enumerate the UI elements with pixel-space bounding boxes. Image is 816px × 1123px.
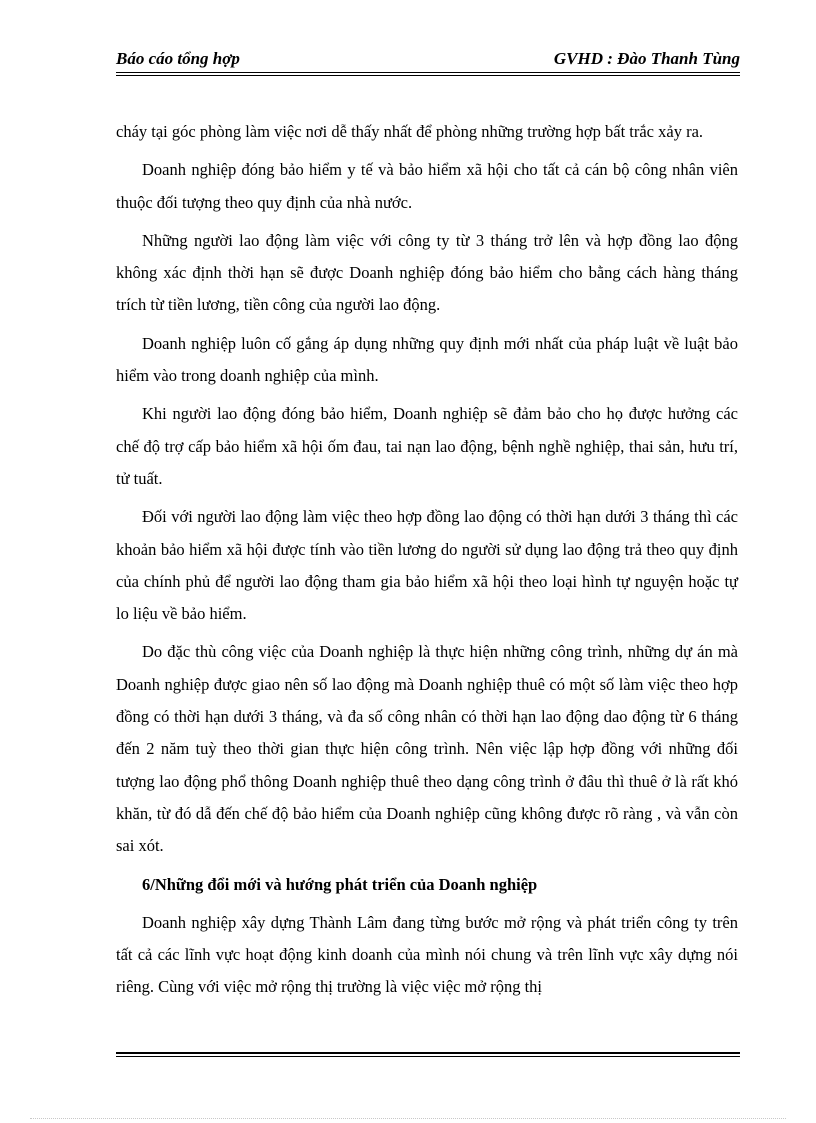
footer-divider — [116, 1052, 740, 1054]
page-header — [116, 47, 740, 73]
paragraph: Do đặc thù công việc của Doanh nghiệp là thực hiện những công trình, những dự án mà Doanh nghiệp được giao nên số lao động mà Doanh nghiệp thuê có một số làm việc theo hợp đồng có thời hạn dưới 3 tháng, và đa số công nhân có thời hạn lao động dao động từ 6 tháng đến 2 năm tuỳ theo thời gian thực hiện công trình. Nên việc lập hợp đồng với những đối tượng lao động phổ thông Doanh nghiệp thuê theo dạng công trình ở đâu thì thuê ở là rất khó khăn, từ đó dẫ đến chế độ bảo hiểm của Doanh nghiệp cũng không được rõ ràng , và vẫn còn sai xót. — [116, 642, 738, 856]
document-body — [116, 116, 738, 1010]
paragraph: Những người lao động làm việc với công ty từ 3 tháng trở lên và hợp đồng lao động không xác định thời hạn sẽ được Doanh nghiệp đóng bảo hiểm cho bằng cách hàng tháng trích từ tiền lương, tiền công của người lao động. — [116, 230, 738, 315]
paragraph: Doanh nghiệp luôn cố gắng áp dụng những quy định mới nhất của pháp luật về luật bảo hiểm vào trong doanh nghiệp của mình. — [116, 333, 738, 386]
paragraph: Khi người lao động đóng bảo hiểm, Doanh nghiệp sẽ đảm bảo cho họ được hưởng các chế độ trợ cấp bảo hiểm xã hội ốm đau, tai nạn lao động, bệnh nghề nghiệp, thai sản, hưu trí, tử tuất. — [116, 404, 738, 488]
paragraph: Đối với người lao động làm việc theo hợp đồng lao động có thời hạn dưới 3 tháng thì các khoản bảo hiểm xã hội được tính vào tiền lương do người sử dụng lao động trả theo quy định của chính phủ để người lao động tham gia bảo hiểm xã hội theo loại hình tự nguyện hoặc tự lo liệu về bảo hiểm. — [116, 507, 738, 624]
paragraph: Doanh nghiệp xây dựng Thành Lâm đang từng bước mở rộng và phát triển công ty trên tất cả các lĩnh vực hoạt động kinh doanh của mình nói chung và trên lĩnh vực xây dựng nói riêng. Cùng với việc mở rộng thị trường là việc việc mở rộng thị — [116, 912, 738, 997]
paragraph: Doanh nghiệp đóng bảo hiểm y tế và bảo hiểm xã hội cho tất cả cán bộ công nhân viên thuộc đối tượng theo quy định của nhà nước. — [116, 160, 738, 212]
page-edge — [30, 1118, 786, 1119]
footer-divider-thin — [116, 1056, 740, 1057]
header-divider-thin — [116, 75, 740, 76]
section-heading: 6/Những đổi mới và hướng phát triển của Doanh nghiệp — [142, 874, 538, 894]
paragraph-continued: cháy tại góc phòng làm việc nơi dễ thấy nhất để phòng những trường hợp bất trắc xảy ra. — [116, 122, 704, 141]
header-divider — [116, 72, 740, 73]
report-title: Báo cáo tổng hợp — [116, 49, 240, 68]
supervisor-name: GVHD : Đào Thanh Tùng — [553, 49, 740, 68]
